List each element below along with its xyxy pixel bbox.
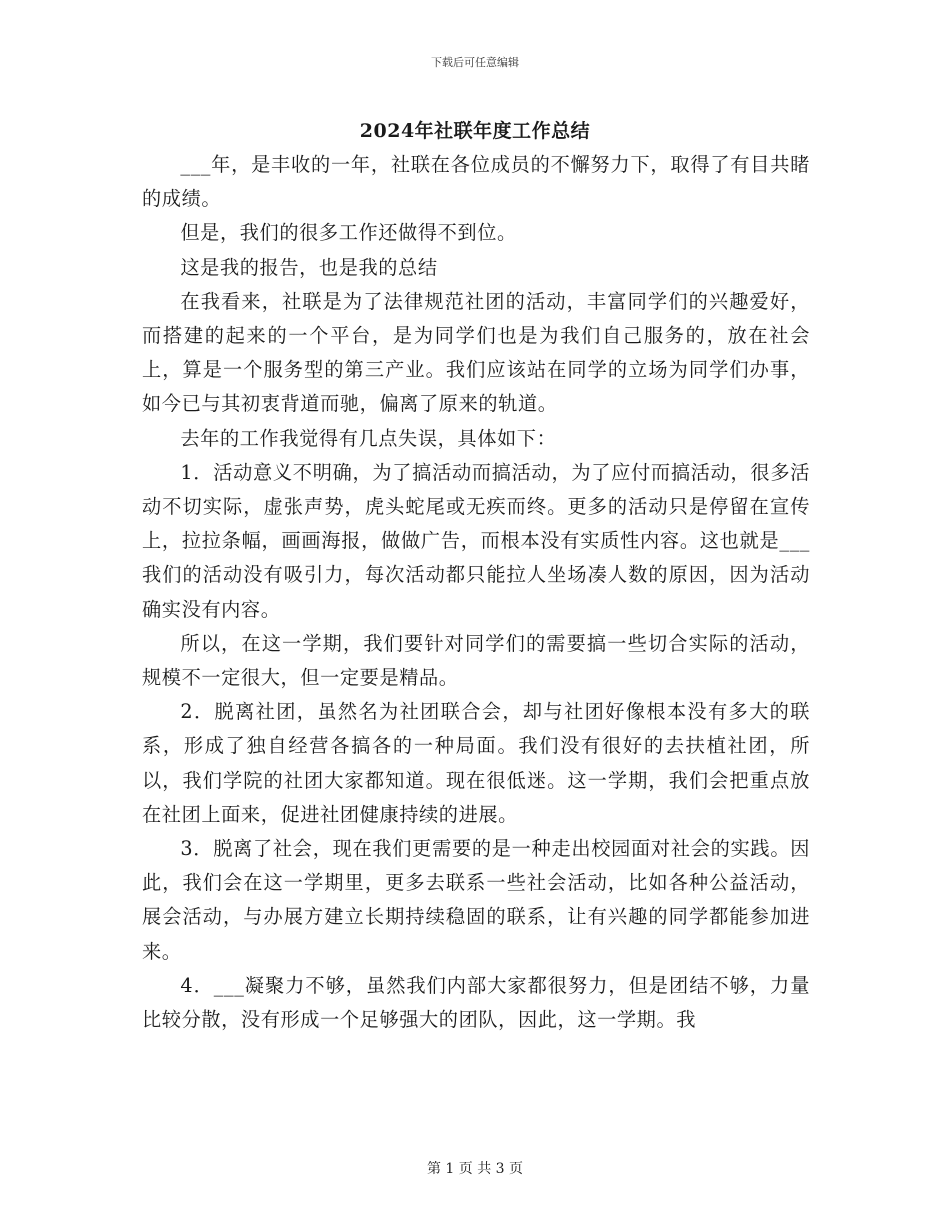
paragraph: 所以，在这一学期，我们要针对同学们的需要搞一些切合实际的活动，规模不一定很大，但一定要是精品。: [142, 631, 810, 690]
paragraph: 但是，我们的很多工作还做得不到位。: [180, 221, 517, 245]
paragraph: 3．脱离了社会，现在我们更需要的是一种走出校园面对社会的实践。因此，我们会在这一学期里，更多去联系一些社会活动，比如各种公益活动，展会活动，与办展方建立长期持续稳固的联系，让有兴趣的同学都能参加进来。: [142, 837, 810, 963]
paragraph: 这是我的报告，也是我的总结: [180, 255, 438, 279]
paragraph: 2．脱离社团，虽然名为社团联合会，却与社团好像根本没有多大的联系，形成了独自经营各搞各的一种局面。我们没有很好的去扶植社团，所以，我们学院的社团大家都知道。现在很低迷。这一学期，我们会把重点放在社团上面来，促进社团健康持续的进展。: [142, 700, 810, 826]
page-footer: 第 1 页 共 3 页: [426, 1161, 524, 1177]
document-body: [142, 148, 810, 1037]
paragraph: 1．活动意义不明确，为了搞活动而搞活动，为了应付而搞活动，很多活动不切实际，虚张声势，虎头蛇尾或无疾而终。更多的活动只是停留在宣传上，拉拉条幅，画画海报，做做广告，而根本没有实质性内容。这也就是___我们的活动没有吸引力，每次活动都只能拉人坐场凑人数的原因，因为活动确实没有内容。: [142, 460, 810, 621]
paragraph: ___年，是丰收的一年，社联在各位成员的不懈努力下，取得了有目共睹的成绩。: [142, 153, 810, 211]
document-title: 2024年社联年度工作总结: [359, 120, 591, 142]
header-note: 下载后可任意编辑: [431, 56, 519, 69]
paragraph: 去年的工作我觉得有几点失误，具体如下：: [180, 426, 557, 450]
paragraph: 在我看来，社联是为了法律规范社团的活动，丰富同学们的兴趣爱好，而搭建的起来的一个平台，是为同学们也是为我们自己服务的，放在社会上，算是一个服务型的第三产业。我们应该站在同学的立场为同学们办事，如今已与其初衷背道而驰，偏离了原来的轨道。: [142, 289, 810, 416]
paragraph: 4．___凝聚力不够，虽然我们内部大家都很努力，但是团结不够，力量比较分散，没有形成一个足够强大的团队，因此，这一学期。我: [142, 973, 810, 1032]
